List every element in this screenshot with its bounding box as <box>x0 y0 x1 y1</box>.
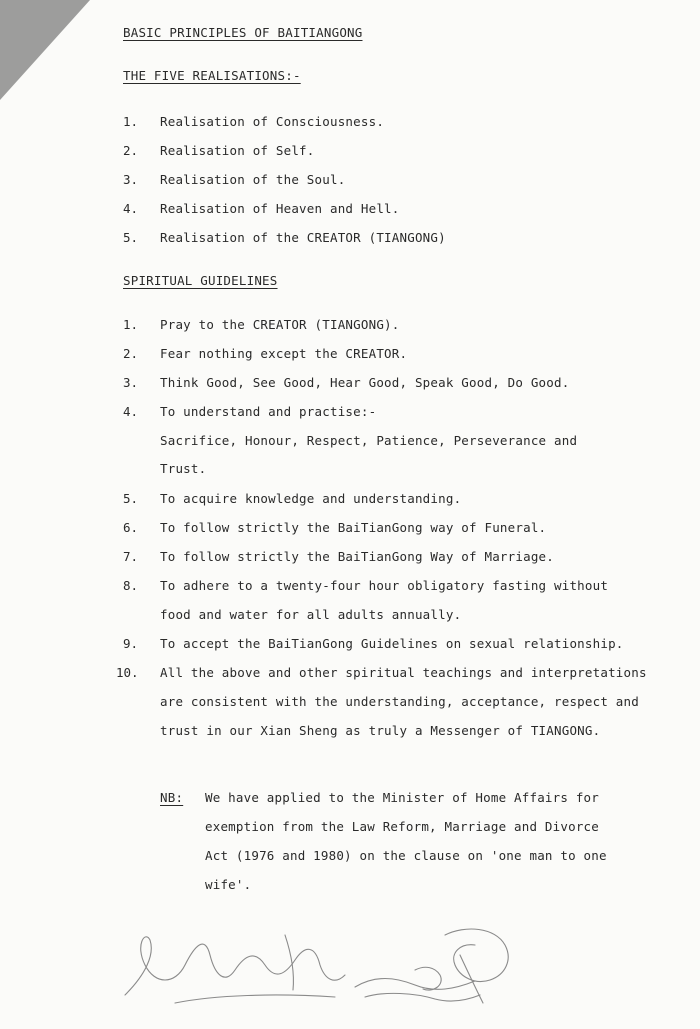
note-label: NB: <box>160 790 184 805</box>
list-item: Realisation of Heaven and Hell. <box>160 201 400 216</box>
list-item: To accept the BaiTianGong Guidelines on sexual relationship. <box>160 636 624 651</box>
note-line: We have applied to the Minister of Home Affairs for <box>205 790 600 805</box>
list-item-number: 4. <box>123 201 139 216</box>
list-item: To follow strictly the BaiTianGong way of Funeral. <box>160 520 547 535</box>
list-item-number: 5. <box>123 230 139 245</box>
guidelines-heading: SPIRITUAL GUIDELINES <box>123 273 278 288</box>
list-item-number: 7. <box>123 549 139 564</box>
document-title: BASIC PRINCIPLES OF BAITIANGONG <box>123 25 363 40</box>
note-line: exemption from the Law Reform, Marriage and Divorce <box>205 819 600 834</box>
list-item: To understand and practise:- <box>160 404 377 419</box>
list-item-number: 10. <box>116 665 139 680</box>
list-item-number: 8. <box>123 578 139 593</box>
list-item-number: 1. <box>123 114 139 129</box>
list-item: Realisation of the CREATOR (TIANGONG) <box>160 230 446 245</box>
list-item-continuation: food and water for all adults annually. <box>160 607 462 622</box>
list-item: Fear nothing except the CREATOR. <box>160 346 408 361</box>
list-item: Realisation of Consciousness. <box>160 114 385 129</box>
list-item: To acquire knowledge and understanding. <box>160 491 462 506</box>
list-item-number: 6. <box>123 520 139 535</box>
list-item-number: 3. <box>123 375 139 390</box>
folded-corner <box>0 0 90 100</box>
list-item-number: 1. <box>123 317 139 332</box>
list-item-number: 2. <box>123 143 139 158</box>
list-item: Pray to the CREATOR (TIANGONG). <box>160 317 400 332</box>
list-item: Realisation of the Soul. <box>160 172 346 187</box>
list-item-number: 9. <box>123 636 139 651</box>
list-item: All the above and other spiritual teachings and interpretations <box>160 665 647 680</box>
list-item-number: 3. <box>123 172 139 187</box>
note-line: Act (1976 and 1980) on the clause on 'one man to one <box>205 848 607 863</box>
handwritten-signatures <box>115 915 535 1015</box>
note-line: wife'. <box>205 877 252 892</box>
list-item-continuation: Trust. <box>160 461 207 476</box>
realisations-heading: THE FIVE REALISATIONS:- <box>123 68 301 83</box>
list-item: Think Good, See Good, Hear Good, Speak Good, Do Good. <box>160 375 570 390</box>
list-item-number: 2. <box>123 346 139 361</box>
list-item-continuation: are consistent with the understanding, acceptance, respect and <box>160 694 639 709</box>
list-item: To follow strictly the BaiTianGong Way of Marriage. <box>160 549 555 564</box>
list-item-continuation: Sacrifice, Honour, Respect, Patience, Perseverance and <box>160 433 578 448</box>
list-item-continuation: trust in our Xian Sheng as truly a Messenger of TIANGONG. <box>160 723 601 738</box>
list-item-number: 5. <box>123 491 139 506</box>
list-item: To adhere to a twenty-four hour obligatory fasting without <box>160 578 609 593</box>
list-item: Realisation of Self. <box>160 143 315 158</box>
list-item-number: 4. <box>123 404 139 419</box>
